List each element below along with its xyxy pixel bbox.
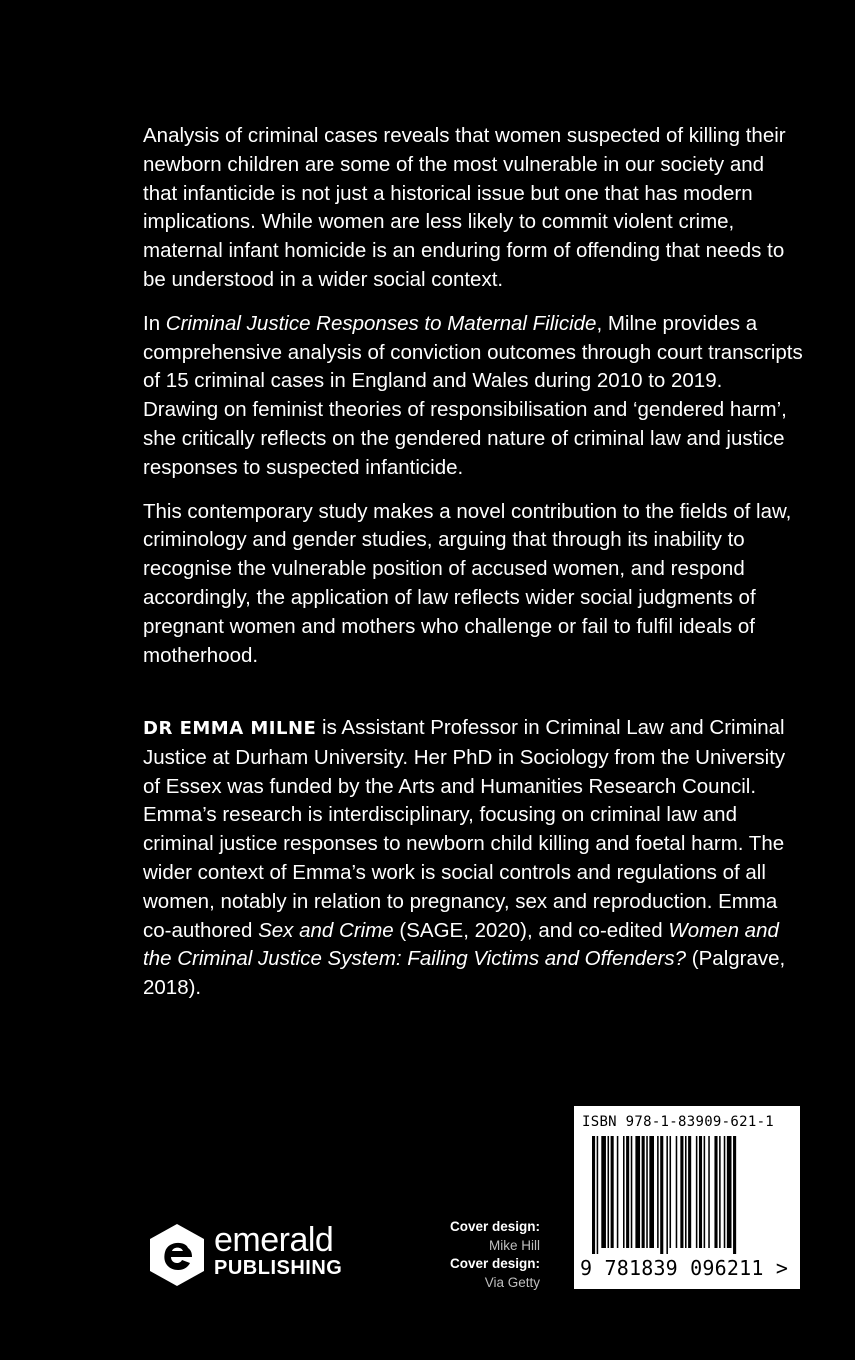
barcode-bar [626, 1136, 629, 1248]
barcode-bar [649, 1136, 654, 1248]
isbn-label: ISBN 978-1-83909-621-1 [582, 1114, 775, 1130]
barcode-bar [631, 1136, 633, 1248]
barcode-bar [670, 1136, 672, 1248]
bio-book-1: Sex and Crime [258, 918, 394, 942]
bio-text-1: is Assistant Professor in Criminal Law and Criminal Justice at Durham University. Her PhD in Sociology from the University of Essex was funded by the Arts and Humanities Research Council. Emma’s research is interdisciplinary, focusing on criminal law and criminal justice responses to newborn child killing and foetal harm. The wider context of Emma’s work is social controls and regulations of all women, notably in relation to pregnancy, sex and reproduction. Emma co-authored [143, 716, 786, 942]
barcode-bar [646, 1136, 648, 1248]
author-bio [143, 714, 803, 1003]
bio-text-3: (Palgrave, 2018). [143, 947, 786, 1000]
barcode-bar [708, 1136, 710, 1248]
publisher-name: emerald [214, 1221, 334, 1259]
book-title: Criminal Justice Responses to Maternal Filicide [165, 311, 597, 335]
barcode-bar [635, 1136, 640, 1248]
barcode-bar [688, 1136, 691, 1248]
barcode-bar [719, 1136, 721, 1248]
barcode-bar [680, 1136, 683, 1248]
barcode-bar [592, 1136, 595, 1254]
barcode-bar [676, 1136, 678, 1248]
barcode-bar [597, 1136, 599, 1254]
barcode-bar [617, 1136, 619, 1248]
blurb-paragraph-2 [143, 310, 803, 483]
back-cover-blurb [143, 122, 803, 685]
blurb-paragraph-1: Analysis of criminal cases reveals that women suspected of killing their newborn children are some of the most vulnerable in our society and that infanticide is not just a historical issue but one that has modern implications. While women are less likely to commit violent crime, maternal infant homicide is an enduring form of offending that needs to be understood in a wider social context. [143, 124, 786, 291]
barcode-bar [685, 1136, 687, 1248]
credit-value: Via Getty [484, 1274, 540, 1290]
credit-value: Mike Hill [488, 1237, 540, 1253]
barcode-bar [601, 1136, 606, 1248]
bio-book-2: Women and the Criminal Justice System: Failing Victims and Offenders? [143, 918, 779, 971]
barcode-bar [714, 1136, 717, 1248]
blurb-p2-rest: , Milne provides a comprehensive analysis of conviction outcomes through court transcripts of 15 criminal cases in England and Wales during 2010 to 2019. Drawing on feminist theories of responsibilisation and ‘gendered harm’, she critically reflects on the gendered nature of criminal law and justice responses to suspected infanticide. [143, 311, 803, 479]
barcode-bar [733, 1136, 736, 1254]
isbn-digits: 9 781839 096211 > [580, 1256, 789, 1280]
publisher-logo [148, 1222, 358, 1292]
barcode-bar [696, 1136, 698, 1248]
credit-label: Cover design: [449, 1219, 540, 1234]
emerald-e-hexagon-icon [148, 1222, 206, 1288]
barcode-bars [592, 1136, 782, 1254]
barcode-bar [642, 1136, 645, 1248]
author-name: DR EMMA MILNE [143, 718, 317, 739]
barcode-bar [608, 1136, 610, 1248]
bio-text-2: (SAGE, 2020), and co-edited [393, 918, 669, 942]
barcode-bar [699, 1136, 702, 1248]
blurb-paragraph-3: This contemporary study makes a novel contribution to the fields of law, criminology and gender studies, arguing that through its inability to recognise the vulnerable position of accused women, and respond accordingly, the application of law reflects wider social judgments of pregnant women and mothers who challenge or fail to fulfil ideals of motherhood. [143, 499, 792, 667]
barcode-bar [724, 1136, 726, 1248]
barcode-bar [727, 1136, 732, 1248]
barcode-bar [666, 1136, 668, 1254]
barcode-bar [623, 1136, 625, 1248]
isbn-barcode [574, 1106, 800, 1289]
cover-credits [380, 1218, 540, 1292]
credit-label: Cover design: [449, 1256, 540, 1271]
publisher-subname: PUBLISHING [214, 1257, 343, 1279]
barcode-bar [660, 1136, 663, 1254]
blurb-p2-prefix: In [143, 311, 166, 335]
barcode-bar [657, 1136, 659, 1248]
barcode-bar [611, 1136, 614, 1248]
barcode-bar [704, 1136, 706, 1248]
